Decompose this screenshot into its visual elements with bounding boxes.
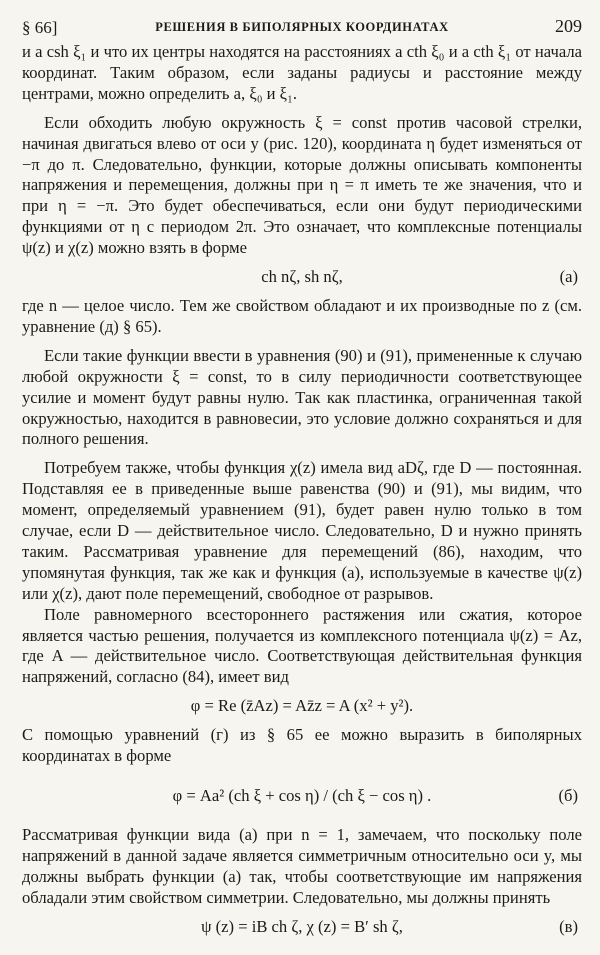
paragraph-7: С помощью уравнений (г) из § 65 ее можно выразить в биполярных координатах в форме	[22, 725, 582, 766]
equation-phi-expr: φ = Re (z̄Az) = Az̄z = A (x² + y²).	[190, 696, 414, 716]
page-number: 209	[555, 16, 582, 36]
paragraph-3: где n — целое число. Тем же свойством обладают и их производные по z (см. уравнение (д) § 65).	[22, 295, 582, 336]
equation-b-expr: φ = Aa² (ch ξ + cos η) / (ch ξ − cos η) .	[172, 786, 432, 805]
paragraph-5: Потребуем также, чтобы функция χ(z) имела вид aDζ, где D — постоянная. Подставляя ее в приведенные выше равенства (90) и (91), мы видим, что момент, определяемый уравнением (91), будет равен нулю только в том случае, если D — действительное число. Следовательно, D и нужно принять таким. Рассматривая уравнение для перемещений (86), находим, что упомянутая функция, так же как и функция (а), используемые в качестве ψ(z) или χ(z), дают поле перемещений, свободное от разрывов.	[22, 458, 582, 603]
paragraph-1: и a csh ξ₁ и что их центры находятся на расстояниях a cth ξ₀ и a cth ξ₁ от начала координат. Таким образом, если заданы радиусы и расстояние между центрами, можно определить a, ξ₀ и ξ₁.	[22, 42, 582, 103]
equation-a-expr: ch nζ, sh nζ,	[261, 267, 343, 287]
page-header	[22, 14, 582, 42]
equation-a	[22, 267, 582, 288]
equation-phi	[22, 696, 582, 717]
paragraph-6: Поле равномерного всестороннего растяжения или сжатия, которое является частью решения, получается из комплексного потенциала ψ(z) = Az, где A — действительное число. Соответствующая действительная функция напряжений, согласно (84), имеет вид	[22, 604, 582, 687]
equation-c-expr: ψ (z) = iB ch ζ, χ (z) = B′ sh ζ,	[201, 916, 403, 936]
paragraph-2: Если обходить любую окружность ξ = const против часовой стрелки, начиная двигаться влево от оси y (рис. 120), координата η будет изменяться от −π до π. Следовательно, функции, которые должны описывать компоненты напряжения и перемещения, должны при η = π иметь те же значения, что и при η = −π. Это будет обеспечиваться, если они будут периодическими функциями от η с периодом 2π. Это означает, что комплексные потенциалы ψ(z) и χ(z) можно взять в форме	[22, 112, 582, 258]
equation-c-tag: (в)	[559, 916, 578, 936]
paragraph-4: Если такие функции ввести в уравнения (90) и (91), примененные к случаю любой окружности ξ = const, то в силу периодичности соответствующее усилие и момент будут равны нулю. Так как пластинка, ограниченная такой окружностью, находится в равновесии, это условие должно сохраняться и для полного решения.	[22, 345, 582, 449]
book-page	[22, 14, 582, 946]
page-body	[22, 42, 582, 938]
equation-b	[22, 775, 582, 817]
equation-a-tag: (а)	[559, 267, 578, 287]
running-title: РЕШЕНИЯ В БИПОЛЯРНЫХ КООРДИНАТАХ	[155, 20, 449, 34]
paragraph-8: Рассматривая функции вида (а) при n = 1, замечаем, что поскольку поле напряжений в данной задаче является симметричным относительно оси y, мы должны выбрать функции (а) так, чтобы соответствующие им напряжения обладали этим свойством симметрии. Следовательно, мы должны принять	[22, 825, 582, 907]
equation-c	[22, 917, 582, 938]
equation-b-tag: (б)	[558, 786, 578, 805]
section-ref: § 66]	[22, 18, 58, 37]
